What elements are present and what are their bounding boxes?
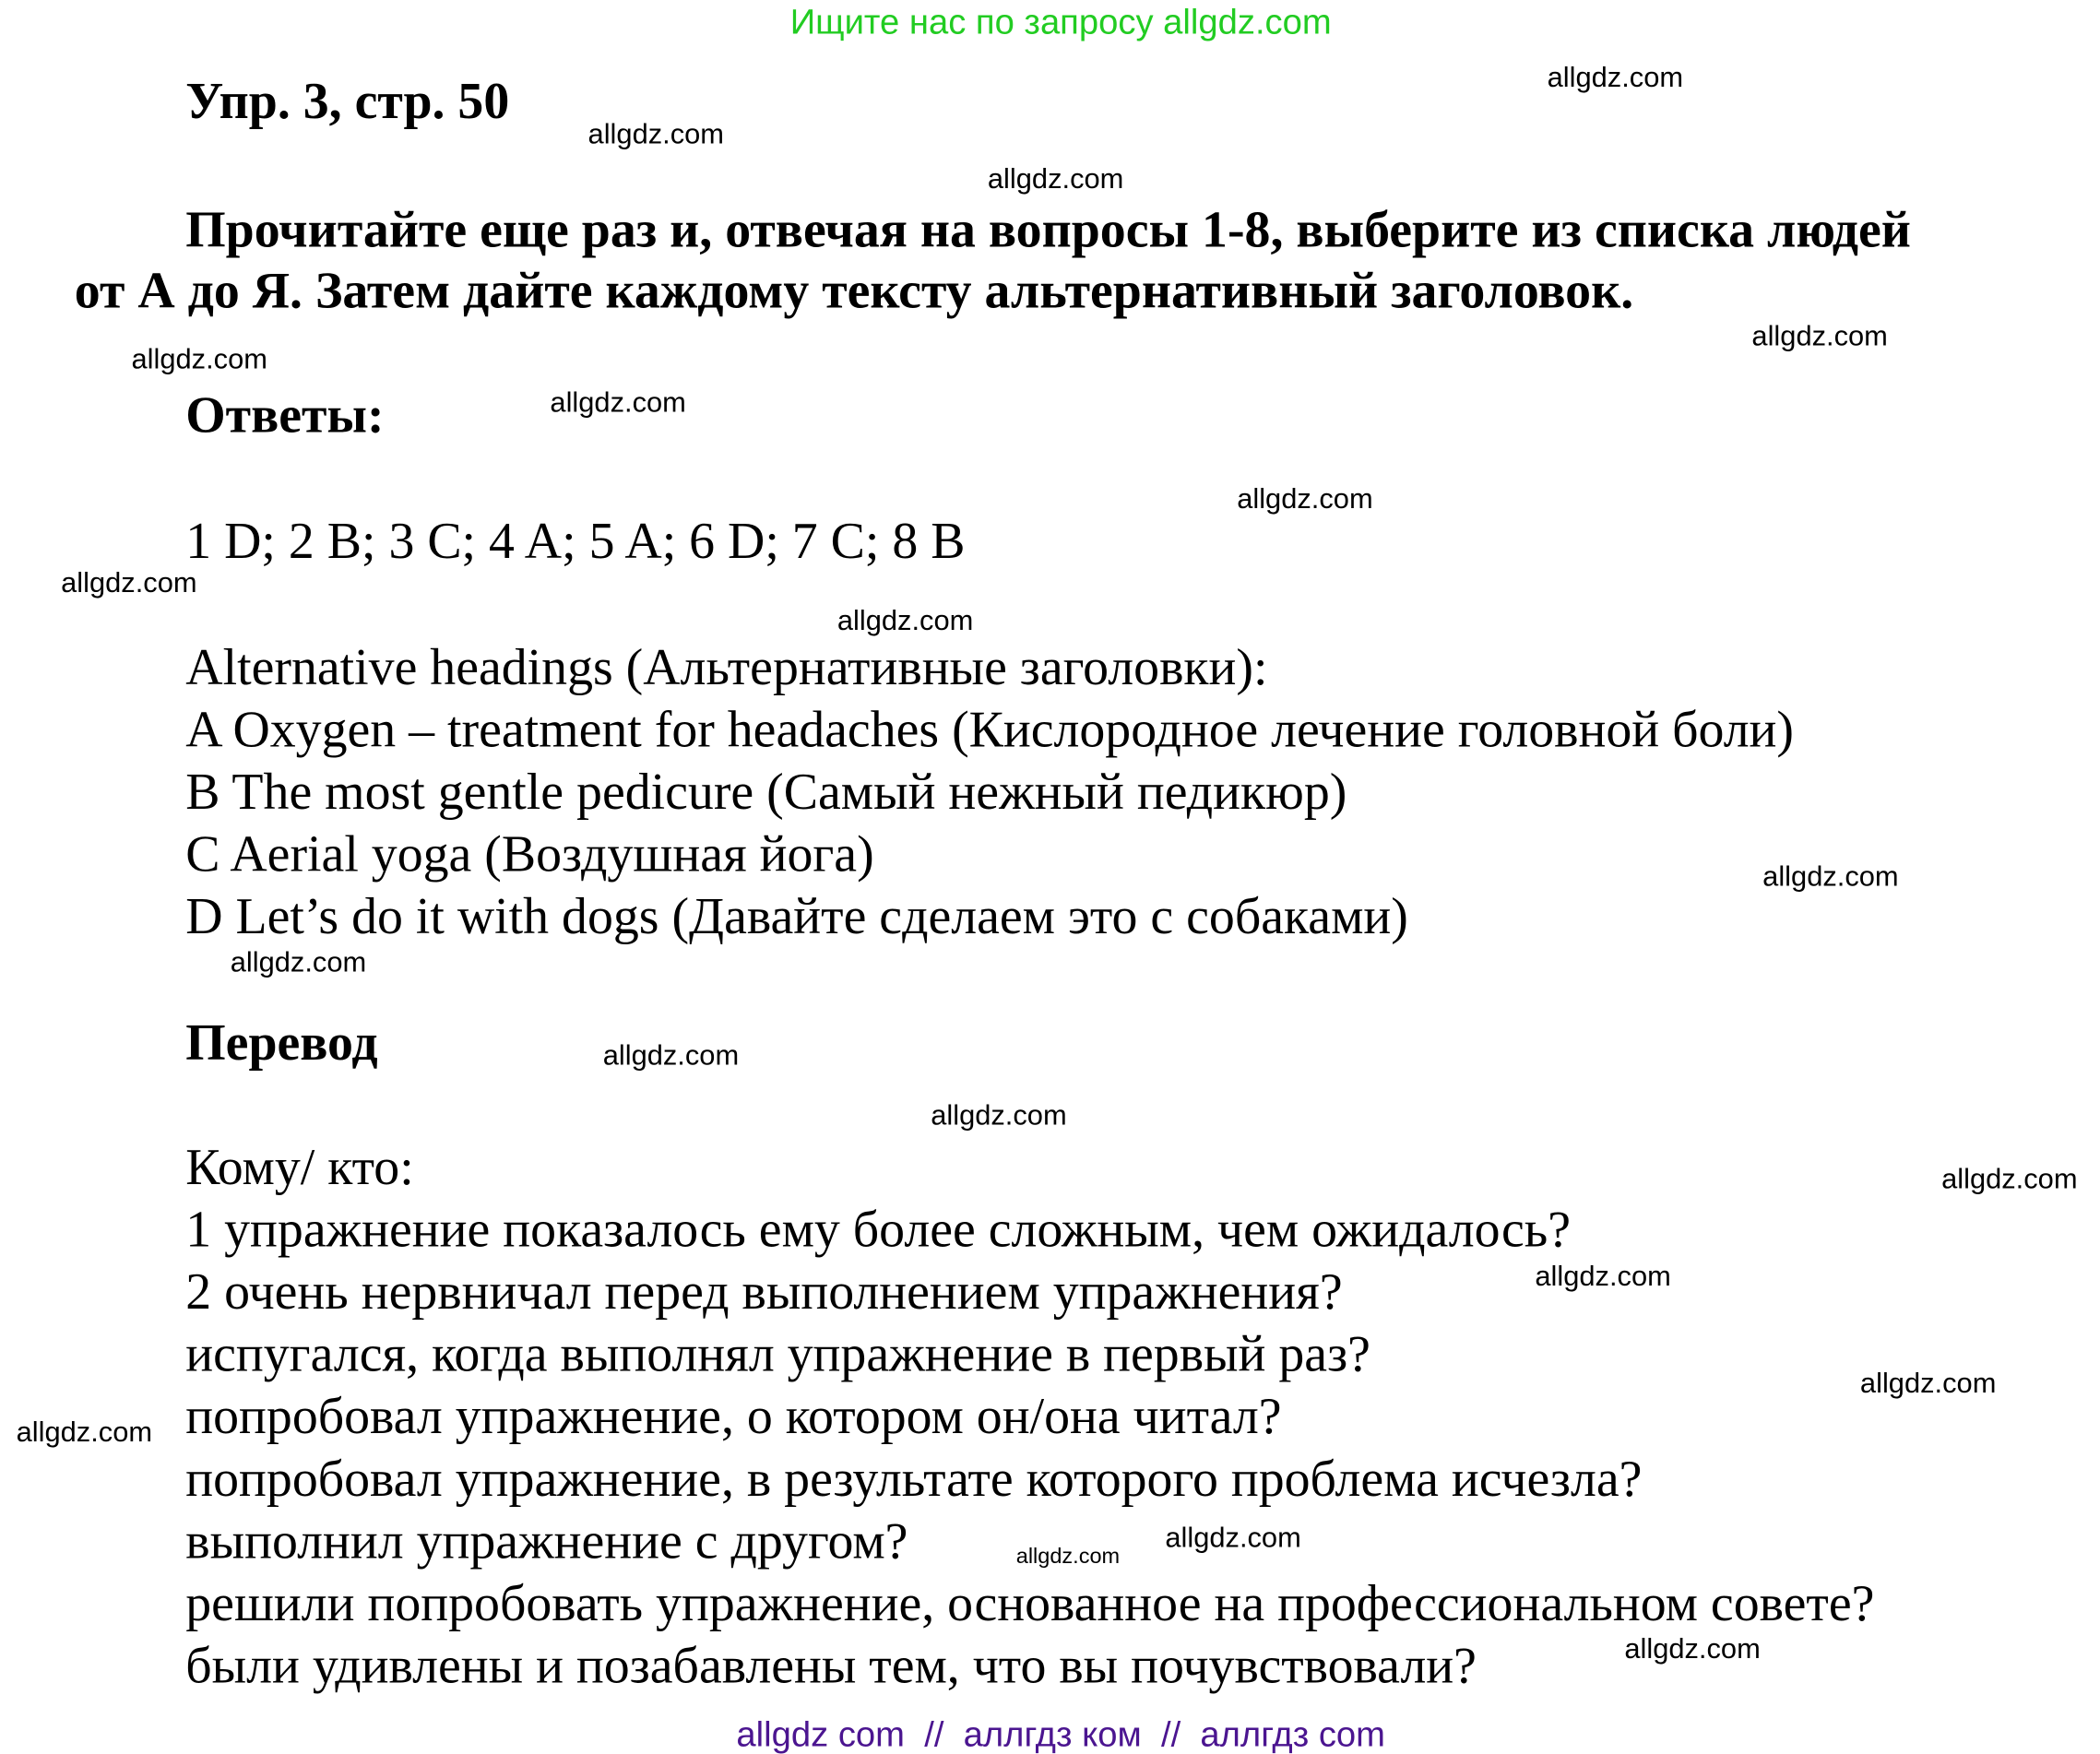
watermark: allgdz.com [1165,1523,1301,1554]
translation-line: выполнил упражнение с другом? [185,1512,908,1570]
translation-line: попробовал упражнение, о котором он/она читал? [185,1388,1282,1446]
watermark: allgdz.com [1941,1163,2078,1195]
watermark: allgdz.com [550,387,686,419]
watermark: allgdz.com [131,344,267,375]
watermark: allgdz.com [587,119,725,151]
answers-heading: Ответы: [185,387,385,444]
watermark: allgdz.com [1624,1633,1761,1665]
watermark: allgdz.com [16,1416,153,1449]
watermark: allgdz.com [1535,1261,1671,1293]
alt-heading-a: A Oxygen – treatment for headaches (Кислородное лечение головной боли) [185,701,1795,759]
alt-heading-b: B The most gentle pedicure (Самый нежный педикюр) [185,764,1347,822]
footer-banner: allgdz com // аллгдз ком // аллгдз com [736,1713,1386,1754]
translation-heading: Перевод [185,1014,378,1072]
header-banner: Ищите нас по запросу allgdz.com [789,1,1332,42]
watermark: allgdz.com [61,567,197,599]
instruction-line-2: от А до Я. Затем дайте каждому тексту альтернативный заголовок. [74,262,1634,320]
exercise-title: Упр. 3, стр. 50 [185,73,510,131]
translation-line: были удивлены и позабавлены тем, что вы почувствовали? [185,1638,1477,1695]
translation-line: 2 очень нервничал перед выполнением упражнения? [185,1263,1343,1321]
translation-line: решили попробовать упражнение, основанное на профессиональном совете? [185,1575,1875,1633]
watermark: allgdz.com [1762,861,1899,894]
translation-line: Кому/ кто: [185,1139,414,1197]
alt-heading-c: C Aerial yoga (Воздушная йога) [185,826,874,883]
alt-heading-d: D Let’s do it with dogs (Давайте сделаем это с собаками) [185,888,1408,946]
watermark: allgdz.com [836,605,974,637]
watermark: allgdz.com [931,1099,1067,1132]
watermark: allgdz.com [1547,62,1684,94]
watermark: allgdz.com [987,163,1124,196]
answers-text: 1 D; 2 B; 3 C; 4 A; 5 A; 6 D; 7 C; 8 B [185,513,966,571]
translation-line: попробовал упражнение, в результате которого проблема исчезла? [185,1451,1643,1508]
instruction-line-1: Прочитайте еще раз и, отвечая на вопросы 1-8, выберите из списка людей [185,201,1911,259]
watermark: allgdz.com [1237,483,1373,516]
watermark: allgdz.com [1751,321,1888,352]
watermark: allgdz.com [602,1040,740,1072]
translation-line: 1 упражнение показалось ему более сложным, чем ожидалось? [185,1202,1571,1259]
alt-headings-title: Alternative headings (Альтернативные заголовки): [185,639,1268,697]
watermark: allgdz.com [1015,1546,1121,1570]
translation-line: испугался, когда выполнял упражнение в первый раз? [185,1326,1370,1383]
watermark: allgdz.com [1859,1368,1997,1400]
watermark: allgdz.com [230,946,367,978]
